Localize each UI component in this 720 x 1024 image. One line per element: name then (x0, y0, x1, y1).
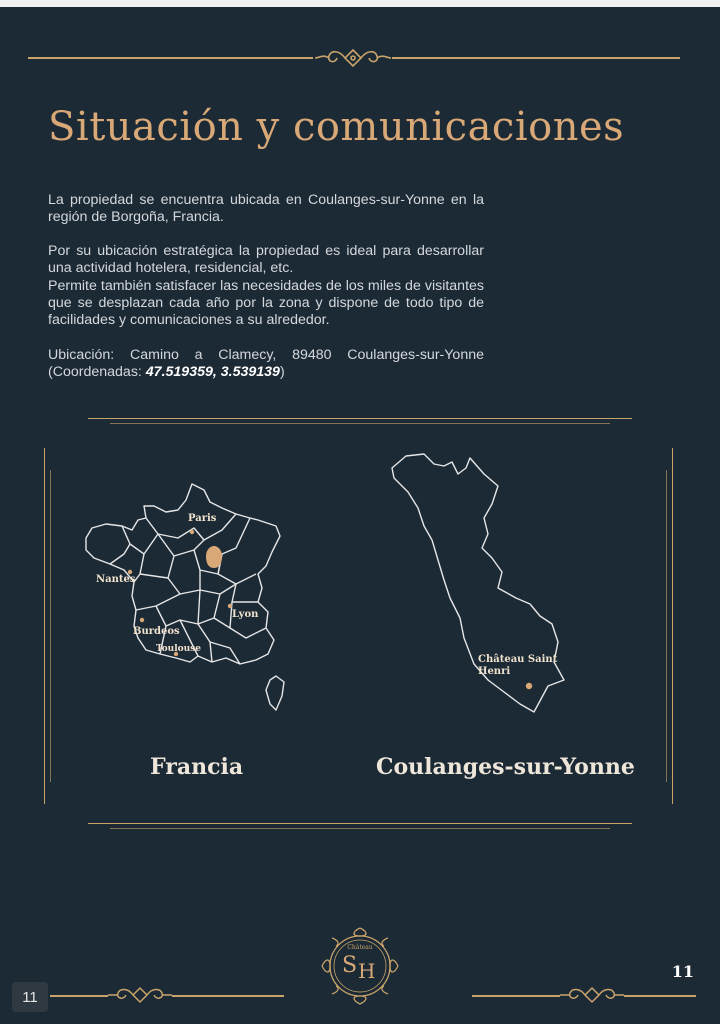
bottom-right-rule-a (472, 995, 560, 997)
city-label-nantes: Nantes (96, 574, 136, 585)
chateau-label-line2: Henri (478, 666, 511, 677)
frame-top-line (88, 418, 632, 419)
paragraph-location: La propiedad se encuentra ubicada en Coulanges-sur-Yonne en la región de Borgoña, Francia. (48, 192, 484, 225)
paragraph-visitors: Permite también satisfacer las necesidades de los miles de visitantes que se desplazan cada año por la zona y dispone de todo tipo de facilidades y comunicaciones a su alrededor. (48, 278, 484, 328)
bottom-left-ornament-icon (106, 984, 174, 1006)
coords-separator: , (212, 364, 221, 380)
bottom-left-rule-b (172, 995, 284, 997)
coords-close: ) (279, 364, 285, 380)
paragraph-address (48, 347, 484, 381)
bottom-left-rule-a (50, 995, 108, 997)
top-rule-left (28, 57, 313, 59)
chateau-dot (526, 683, 532, 689)
address-text: Ubicación: Camino a Clamecy, 89480 Coulanges-sur-Yonne (48, 347, 484, 363)
lyon-dot (228, 604, 232, 608)
commune-map (388, 448, 574, 720)
frame-right-line (672, 448, 673, 804)
coords-open: (Coordenadas: (48, 364, 146, 380)
bottom-right-rule-b (624, 995, 696, 997)
page-title: Situación y comunicaciones (48, 104, 625, 150)
frame-bottom-line (88, 823, 632, 824)
chateau-logo (316, 922, 404, 1010)
frame-left-line (44, 448, 45, 804)
paragraph-strategic: Por su ubicación estratégica la propiedad es ideal para desarrollar una actividad hotelera, residencial, etc. (48, 243, 484, 276)
paris-dot (190, 530, 194, 534)
frame-top-line-inner (110, 423, 610, 424)
chateau-label-line1: Château Saint (478, 654, 558, 665)
top-rule-right (392, 57, 680, 59)
top-ornament-icon (313, 46, 393, 70)
frame-right-line-inner (666, 470, 667, 782)
logo-monogram-h: H (358, 959, 376, 983)
corsica-outline (266, 676, 284, 710)
logo-monogram-s: S (342, 953, 358, 978)
city-label-burdeos: Burdeos (133, 626, 180, 637)
city-label-paris: Paris (188, 513, 217, 524)
map-label-france: Francia (150, 754, 244, 780)
viewer-page-badge[interactable]: 11 (12, 982, 48, 1012)
frame-bottom-line-inner (110, 828, 610, 829)
city-label-toulouse: Toulouse (156, 644, 201, 654)
top-bar (0, 0, 720, 7)
chateau-label (478, 654, 557, 678)
logo-top-text: Château (347, 944, 373, 951)
map-label-commune: Coulanges-sur-Yonne (376, 754, 635, 780)
city-label-lyon: Lyon (232, 609, 259, 620)
latitude: 47.519359 (145, 364, 213, 380)
page-number: 11 (671, 962, 694, 981)
bottom-right-ornament-icon (558, 984, 626, 1006)
longitude: 3.539139 (220, 364, 280, 380)
frame-left-line-inner (50, 470, 51, 782)
france-map (80, 478, 290, 723)
burdeos-dot (140, 618, 144, 622)
